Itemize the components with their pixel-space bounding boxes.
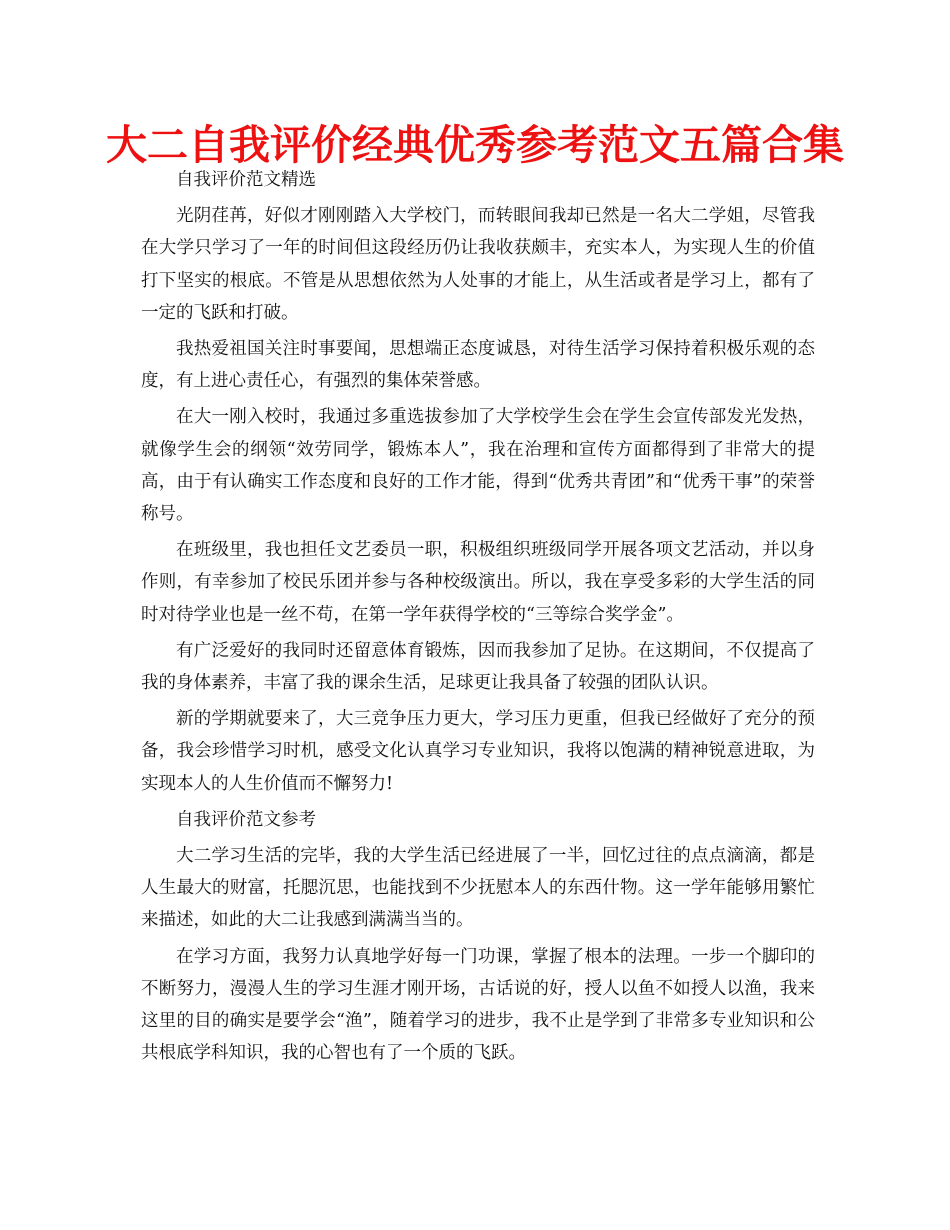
body-paragraph: 大二学习生活的完毕，我的大学生活已经进展了一半，回忆过往的点点滴滴，都是人生最大的财富，托腮沉思，也能找到不少抚慰本人的东西什物。这一学年能够用繁忙来描述，如此的大二让我感到满满当当的。 xyxy=(141,846,815,931)
body-paragraph: 有广泛爱好的我同时还留意体育锻炼，因而我参加了足协。在这期间，不仅提高了我的身体素养，丰富了我的课余生活，足球更让我具备了较强的团队认识。 xyxy=(141,640,815,694)
body-paragraph: 光阴荏苒，好似才刚刚踏入大学校门，而转眼间我却已然是一名大二学姐，尽管我在大学只学习了一年的时间但这段经历仍让我收获颇丰，充实本人，为实现人生的价值打下坚实的根底。不管是从思想依然为人处事的才能上，从生活或者是学习上，都有了一定的飞跃和打破。 xyxy=(141,206,815,323)
section-heading: 自我评价范文参考 xyxy=(176,809,316,830)
document-title: 大二自我评价经典优秀参考范文五篇合集 xyxy=(106,121,844,169)
section-heading: 自我评价范文精选 xyxy=(176,170,316,190)
body-paragraph: 在大一刚入校时，我通过多重选拔参加了大学校学生会在学生会宣传部发光发热，就像学生会的纲领“效劳同学，锻炼本人”，我在治理和宣传方面都得到了非常大的提高，由于有认确实工作态度和良好的工作才能，得到“优秀共青团”和“优秀干事”的荣誉称号。 xyxy=(141,407,815,525)
body-paragraph: 新的学期就要来了，大三竞争压力更大，学习压力更重，但我已经做好了充分的预备，我会珍惜学习时机，感受文化认真学习专业知识，我将以饱满的精神锐意进取，为实现本人的人生价值而不懈努力! xyxy=(141,709,815,794)
document-body xyxy=(141,164,815,1069)
body-paragraph: 在班级里，我也担任文艺委员一职，积极组织班级同学开展各项文艺活动，并以身作则，有幸参加了校民乐团并参与各种校级演出。所以，我在享受多彩的大学生活的同时对待学业也是一丝不苟，在第一学年获得学校的“三等综合奖学金”。 xyxy=(141,540,815,625)
body-paragraph: 在学习方面，我努力认真地学好每一门功课，掌握了根本的法理。一步一个脚印的不断努力，漫漫人生的学习生涯才刚开场，古话说的好，授人以鱼不如授人以渔，我来这里的目的确实是要学会“渔”，随着学习的进步，我不止是学到了非常多专业知识和公共根底学科知识，我的心智也有了一个质的飞跃。 xyxy=(141,946,815,1064)
body-paragraph: 我热爱祖国关注时事要闻，思想端正态度诚恳，对待生活学习保持着积极乐观的态度，有上进心责任心，有强烈的集体荣誉感。 xyxy=(141,339,815,392)
